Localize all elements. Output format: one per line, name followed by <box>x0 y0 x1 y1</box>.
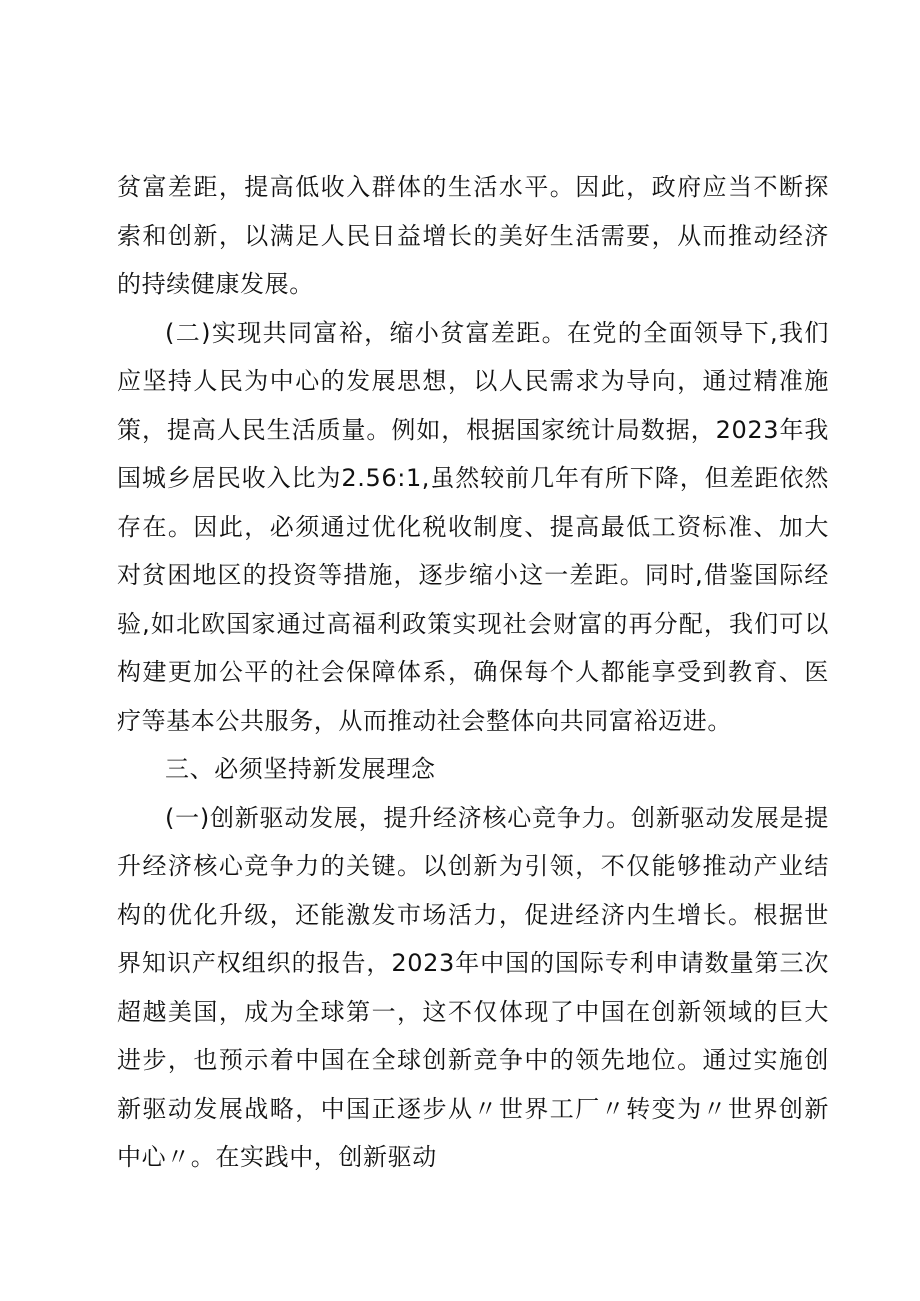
paragraph-continued: 贫富差距，提高低收入群体的生活水平。因此，政府应当不断探索和创新，以满足人民日益增长的美好生活需要，从而推动经济的持续健康发展。 <box>117 173 829 298</box>
paragraph-common-prosperity: (二)实现共同富裕，缩小贫富差距。在党的全面领导下,我们应坚持人民为中心的发展思想，以人民需求为导向，通过精准施策，提高人民生活质量。例如，根据国家统计局数据，2023年我国城乡居民收入比为2.56:1,虽然较前几年有所下降，但差距依然存在。因此，必须通过优化税收制度、提高最低工资标准、加大对贫困地区的投资等措施，逐步缩小这一差距。同时,借鉴国际经验,如北欧国家通过高福利政策实现社会财富的再分配，我们可以构建更加公平的社会保障体系，确保每个人都能享受到教育、医疗等基本公共服务，从而推动社会整体向共同富裕迈进。 <box>117 318 829 735</box>
paragraph-innovation: (一)创新驱动发展，提升经济核心竞争力。创新驱动发展是提升经济核心竞争力的关键。以创新为引领，不仅能够推动产业结构的优化升级，还能激发市场活力，促进经济内生增长。根据世界知识产权组织的报告，2023年中国的国际专利申请数量第三次超越美国，成为全球第一，这不仅体现了中国在创新领域的巨大进步，也预示着中国在全球创新竞争中的领先地位。通过实施创新驱动发展战略，中国正逐步从〃世界工厂〃转变为〃世界创新中心〃。在实践中，创新驱动 <box>117 803 829 1171</box>
document-body <box>117 163 829 1182</box>
section-heading: 三、必须坚持新发展理念 <box>165 755 436 783</box>
